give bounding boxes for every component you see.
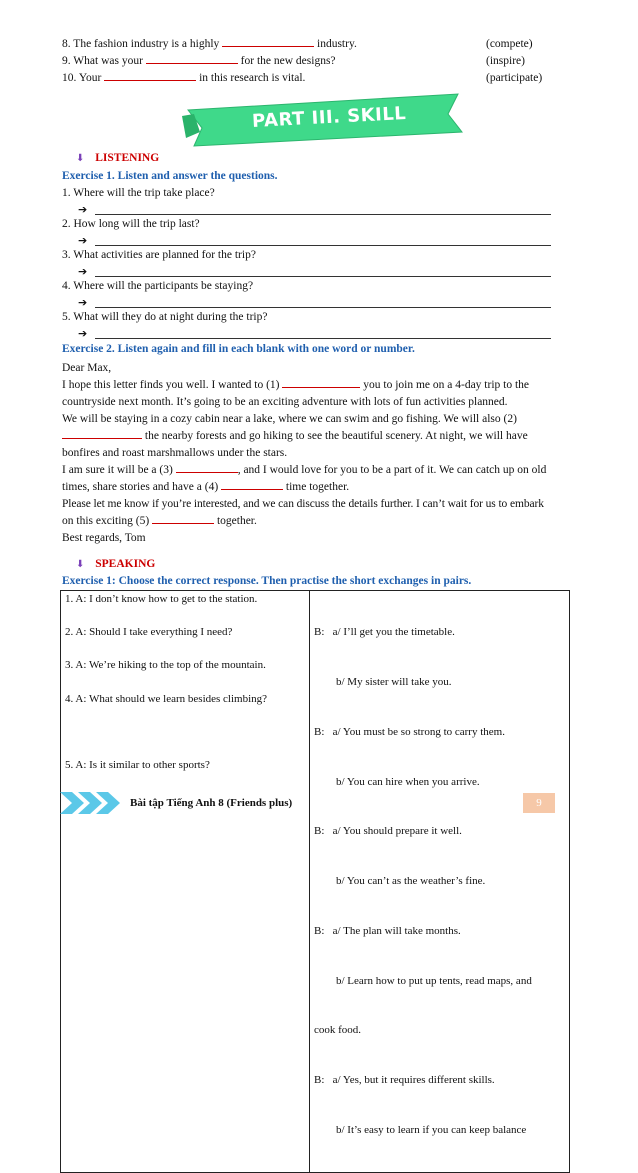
letter-text: on this exciting (5) <box>62 515 150 527</box>
prompt: 3. A: We’re hiking to the top of the mountain. <box>65 659 266 672</box>
prompt <box>65 740 305 757</box>
response[interactable]: b/ Learn how to put up tents, read maps, and <box>314 974 532 987</box>
answer-blank-1[interactable] <box>282 386 360 388</box>
prompt <box>65 641 305 658</box>
answer-blank-5[interactable] <box>152 522 214 524</box>
item-number: 8. <box>62 38 71 50</box>
word-hint: (compete) <box>486 38 533 50</box>
section-title: LISTENING <box>95 152 160 164</box>
answer-blank[interactable] <box>146 62 238 64</box>
letter-text: together. <box>216 515 257 527</box>
banner-title: PART III. SKILL <box>251 102 407 133</box>
letter-text: you to join me on a 4-day trip to the <box>363 379 530 391</box>
item-text: The fashion industry is a highly <box>73 38 220 50</box>
letter-line <box>62 513 582 529</box>
letter-text: the nearby forests and go hiking to see the beautiful scenery. At night, we will have <box>144 430 528 442</box>
response[interactable]: B: a/ Yes, but it requires different skills. <box>314 1074 495 1087</box>
arrow-icon: ➔ <box>78 327 88 340</box>
prompt <box>65 724 305 741</box>
item-10 <box>62 70 582 86</box>
prompt: 4. A: What should we learn besides climbing? <box>65 692 268 705</box>
response[interactable]: b/ You can’t as the weather’s fine. <box>314 875 486 888</box>
response[interactable]: b/ You can hire when you arrive. <box>314 775 480 788</box>
word-hint: (inspire) <box>486 55 525 67</box>
answer-line[interactable] <box>95 245 551 246</box>
item-number: 9. <box>62 55 71 67</box>
letter-line: countryside next month. It’s going to be an exciting adventure with lots of fun activities planned. <box>62 396 508 408</box>
item-text: in this research is vital. <box>199 72 306 84</box>
response[interactable]: B: a/ You should prepare it well. <box>314 825 462 838</box>
letter-signoff: Best regards, Tom <box>62 532 146 544</box>
letter-line <box>62 462 582 478</box>
pin-icon: ⬇ <box>76 153 85 164</box>
exercise-title: Exercise 1: Choose the correct response. Then practise the short exchanges in pairs. <box>62 575 472 587</box>
responses-column <box>310 591 570 1173</box>
answer-blank-3[interactable] <box>176 471 238 473</box>
arrow-icon: ➔ <box>78 296 88 309</box>
answer-blank[interactable] <box>104 79 196 81</box>
prompts-column <box>61 591 310 1173</box>
section-title: SPEAKING <box>95 558 156 570</box>
question-1: 1. Where will the trip take place? <box>62 187 215 199</box>
question-5: 5. What will they do at night during the trip? <box>62 311 268 323</box>
answer-line[interactable] <box>95 276 551 277</box>
exchanges-table <box>60 590 570 1173</box>
arrow-icon: ➔ <box>78 203 88 216</box>
item-text: industry. <box>317 38 357 50</box>
answer-blank-2[interactable] <box>62 437 142 439</box>
letter-line <box>62 428 582 444</box>
letter-text: I hope this letter finds you well. I wanted to (1) <box>62 379 280 391</box>
answer-line[interactable] <box>95 307 551 308</box>
response[interactable]: B: a/ I’ll get you the timetable. <box>314 626 455 639</box>
prompt: 1. A: I don’t know how to get to the station. <box>65 593 258 605</box>
item-text: for the new designs? <box>240 55 336 67</box>
letter-line <box>62 479 582 495</box>
prompt <box>65 707 305 724</box>
answer-line[interactable] <box>95 338 551 339</box>
item-9 <box>62 53 582 69</box>
listening-heading <box>76 152 159 164</box>
letter-text: I am sure it will be a (3) <box>62 464 173 476</box>
item-number: 10. <box>62 72 77 84</box>
chevron-arrows-icon <box>60 790 130 816</box>
question-2: 2. How long will the trip last? <box>62 218 200 230</box>
letter-text: , and I would love for you to be a part of it. We can catch up on old <box>237 464 547 476</box>
answer-line[interactable] <box>95 214 551 215</box>
letter-line: bonfires and roast marshmallows under the stars. <box>62 447 288 459</box>
answer-blank[interactable] <box>222 45 314 47</box>
prompt <box>65 608 305 625</box>
response[interactable]: b/ It’s easy to learn if you can keep balance <box>314 1124 527 1136</box>
response: cook food. <box>314 1024 362 1037</box>
answer-blank-4[interactable] <box>221 488 283 490</box>
response[interactable]: B: a/ The plan will take months. <box>314 924 461 937</box>
letter-line: Please let me know if you’re interested, and we can discuss the details further. I can’t wait for us to embark <box>62 498 544 510</box>
letter-greeting: Dear Max, <box>62 362 112 374</box>
letter-line: We will be staying in a cozy cabin near a lake, where we can swim and go fishing. We will also (2) <box>62 413 517 425</box>
letter-text: time together. <box>285 481 350 493</box>
item-8 <box>62 36 582 52</box>
question-4: 4. Where will the participants be staying? <box>62 280 254 292</box>
word-hint: (participate) <box>486 72 543 84</box>
prompt <box>65 674 305 691</box>
arrow-icon: ➔ <box>78 265 88 278</box>
page-number: 9 <box>523 793 555 813</box>
book-title: Bài tập Tiếng Anh 8 (Friends plus) <box>130 797 293 809</box>
exercise-title: Exercise 2. Listen again and fill in each blank with one word or number. <box>62 343 415 355</box>
speaking-heading <box>76 558 155 570</box>
letter-text: times, share stories and have a (4) <box>62 481 219 493</box>
letter-line <box>62 377 582 393</box>
pin-icon: ⬇ <box>76 559 85 570</box>
response[interactable]: b/ My sister will take you. <box>314 675 452 688</box>
exercise-title: Exercise 1. Listen and answer the questions. <box>62 170 278 182</box>
item-text: Your <box>78 72 102 84</box>
prompt: 2. A: Should I take everything I need? <box>65 626 233 639</box>
prompt: 5. A: Is it similar to other sports? <box>65 758 210 771</box>
item-text: What was your <box>73 55 143 67</box>
arrow-icon: ➔ <box>78 234 88 247</box>
question-3: 3. What activities are planned for the trip? <box>62 249 256 261</box>
response[interactable]: B: a/ You must be so strong to carry them. <box>314 725 505 738</box>
